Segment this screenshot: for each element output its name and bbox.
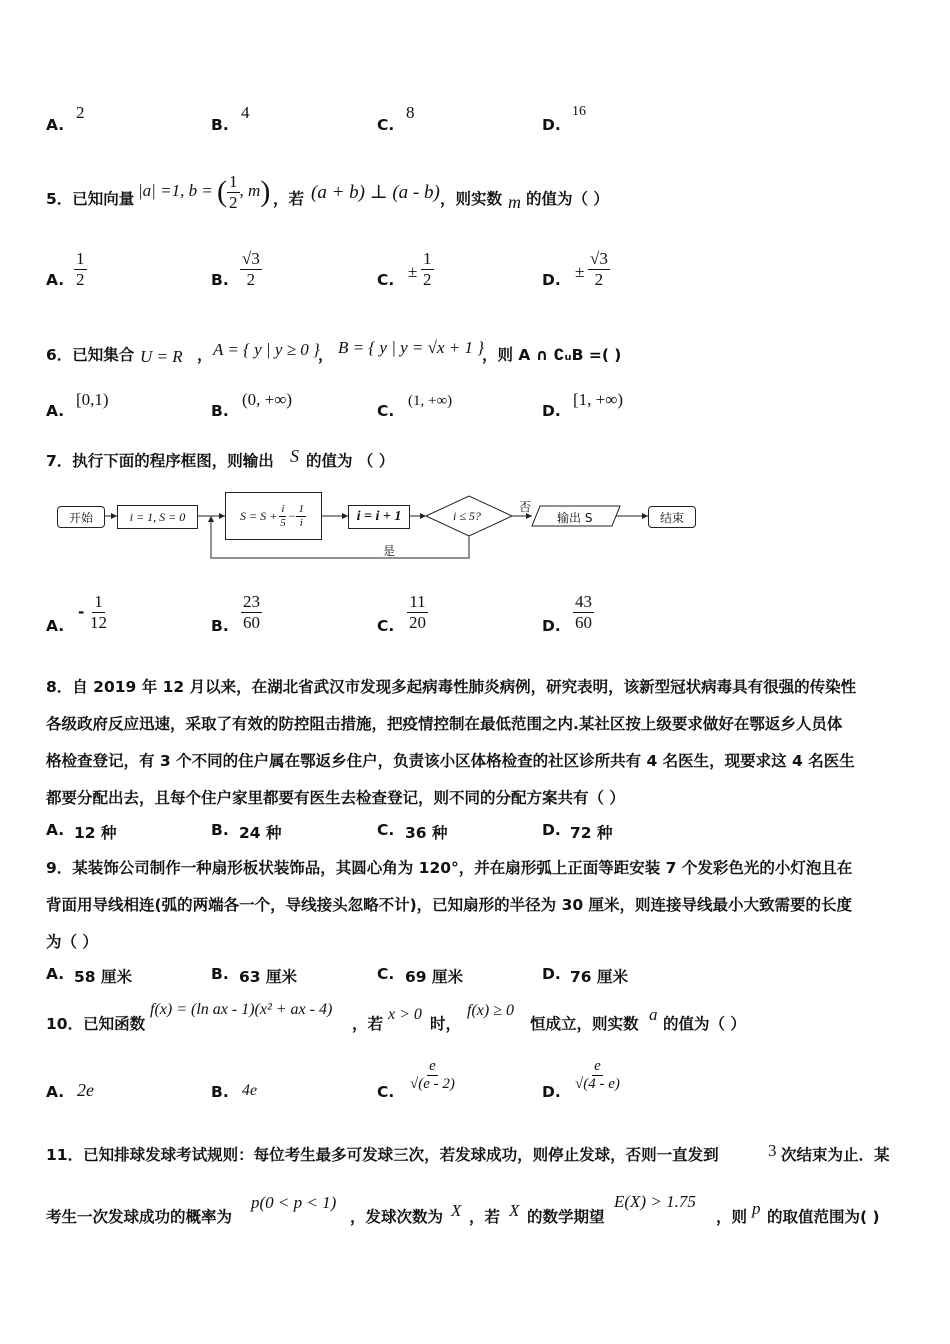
q6-suffix: ，则 A ∩ ∁ᵤB =( ) [482, 346, 622, 364]
flow-increment: i = i + 1 [348, 505, 410, 529]
q8-option-c-value: 36 种 [405, 824, 448, 842]
q10-option-a-value: 2e [77, 1080, 94, 1100]
q10-option-a-label: A. [46, 1083, 65, 1101]
q8-option-d-value: 72 种 [570, 824, 613, 842]
q5-b-num: √3 [242, 249, 260, 268]
q5-c-den: 2 [423, 269, 432, 289]
q8-option-d-label: D. [542, 821, 561, 839]
q10-d-den: √(4 - e) [575, 1076, 620, 1093]
flow-end: 结束 [648, 506, 696, 528]
q7-option-d-value [573, 592, 594, 632]
q5-vector-condition: |a| =1, b = ( $\frac{1}{2}$ , m) [138, 172, 271, 212]
flow-start: 开始 [57, 506, 105, 528]
q10-option-c-label: C. [377, 1083, 395, 1101]
q10-suffix: 的值为（ ） [663, 1015, 746, 1033]
q5-d-den: 2 [594, 269, 604, 289]
q7-option-b-label: B. [211, 617, 229, 635]
q8-option-b-label: B. [211, 821, 229, 839]
q6-option-b-value: (0, +∞) [242, 390, 293, 409]
q6-option-a-value: [0,1) [76, 390, 109, 409]
q5-c-num: 1 [423, 249, 432, 268]
q7-suffix: 的值为 （ ） [306, 452, 395, 470]
q7-option-a-value [88, 592, 109, 632]
q7-option-c-value [407, 592, 428, 632]
flow-update-s [225, 492, 322, 540]
q9-option-d-value: 76 厘米 [570, 968, 628, 986]
q7-d-den: 60 [575, 612, 592, 632]
flow-output: 输出 S [557, 511, 593, 525]
q4-option-a-value: 2 [76, 103, 85, 122]
q10-option-d-label: D. [542, 1083, 561, 1101]
q5-d-sign: ± [575, 262, 585, 281]
q11-x1: X [451, 1201, 462, 1220]
q5-option-c-label: C. [377, 271, 395, 289]
q8-option-c-label: C. [377, 821, 395, 839]
q8-line1: 8．自 2019 年 12 月以来，在湖北省武汉市发现多起病毒性肺炎病例，研究表明，该新型冠状病毒具有很强的传染性 [46, 678, 857, 696]
q6-option-d-value: [1, +∞) [573, 390, 624, 409]
q5-frac-tail: , m [239, 180, 261, 200]
q5-option-b-label: B. [211, 271, 229, 289]
q9-option-b-value: 63 厘米 [239, 968, 297, 986]
q5-frac-num: 1 [229, 172, 238, 191]
q6-set-a: A = { y | y ≥ 0 } [213, 340, 320, 359]
q10-option-d-value [573, 1058, 622, 1094]
q6-prefix: 6．已知集合 [46, 346, 135, 364]
q9-option-c-value: 69 厘米 [405, 968, 463, 986]
q9-option-a-value: 58 厘米 [74, 968, 132, 986]
flow-update-s-text: S = S + [240, 508, 278, 523]
q8-option-a-value: 12 种 [74, 824, 117, 842]
q5-suffix2: 的值为（ ） [526, 190, 609, 208]
q4-option-b-value: 4 [241, 103, 250, 122]
q7-option-a-label: A. [46, 617, 65, 635]
q11-p-var: p [752, 1199, 761, 1218]
q4-option-d-label: D. [542, 116, 561, 134]
q10-var-a: a [649, 1005, 658, 1024]
q7-d-num: 43 [575, 592, 592, 611]
q7-a-sign: - [78, 603, 85, 621]
q5-frac-den: 2 [229, 192, 238, 212]
flow-f2-num: 1 [298, 502, 304, 515]
q4-option-c-label: C. [377, 116, 395, 134]
q6-option-b-label: B. [211, 402, 229, 420]
q11-line1: 11．已知排球发球考试规则：每位考生最多可发球三次，若发球成功，则停止发球，否则一直发到 [46, 1146, 719, 1164]
q9-option-d-label: D. [542, 965, 561, 983]
q5-c-sign: ± [408, 262, 418, 281]
q7-option-d-label: D. [542, 617, 561, 635]
q8-option-a-label: A. [46, 821, 65, 839]
q11-p2c: ，若 [469, 1208, 501, 1226]
q5-a-num: 1 [76, 249, 85, 268]
q5-cond-a: |a| =1, b = [138, 180, 213, 200]
q9-option-b-label: B. [211, 965, 229, 983]
q5-d-num: √3 [590, 249, 608, 268]
q4-option-b-label: B. [211, 116, 229, 134]
q7-b-num: 23 [243, 592, 260, 611]
q6-option-a-label: A. [46, 402, 65, 420]
q7-b-den: 60 [243, 612, 260, 632]
q11-p2b: ，发球次数为 [350, 1208, 444, 1226]
q9-line2: 背面用导线相连(弧的两端各一个，导线接头忽略不计)，已知扇形的半径为 30 厘米，则连接导线最小大致需要的长度 [46, 896, 853, 914]
flow-f1-num: i [281, 502, 285, 515]
q7-var-s: S [290, 446, 299, 466]
q11-p2d: 的数学期望 [527, 1208, 605, 1226]
q6-option-c-label: C. [377, 402, 395, 420]
q7-c-num: 11 [409, 592, 426, 611]
flow-init: i = 1, S = 0 [117, 505, 198, 529]
q10-option-c-value [408, 1058, 457, 1094]
flow-f2-den: i [299, 516, 303, 529]
q8-line3: 格检查登记，有 3 个不同的住户属在鄂返乡住户，负责该小区体格检查的社区诊所共有 4 名医生，现要求这 4 名医生 [46, 752, 855, 770]
q10-condition: x > 0 [388, 1006, 422, 1023]
q9-line3: 为（ ） [46, 933, 98, 951]
flow-f1-den: 5 [280, 516, 286, 529]
q10-option-b-value: 4e [242, 1082, 258, 1099]
q8-line4: 都要分配出去，且每个住户家里都要有医生去检查登记，则不同的分配方案共有（ ） [46, 789, 625, 807]
q5-var-m: m [508, 192, 521, 212]
q7-a-den: 12 [90, 612, 107, 632]
q11-p2f: 的取值范围为( ) [767, 1208, 880, 1226]
flow-condition: i ≤ 5? [453, 509, 481, 523]
q5-perp-condition: (a + b) ⊥ (a - b) [311, 182, 440, 203]
q8-option-b-value: 24 种 [239, 824, 282, 842]
q7-a-num: 1 [94, 592, 103, 611]
q6-universal-set: U = R [140, 347, 183, 366]
flow-yes-label: 是 [383, 544, 396, 558]
q5-b-den: 2 [246, 269, 256, 289]
q11-expectation: E(X) > 1.75 [614, 1192, 696, 1211]
q7-c-den: 20 [409, 612, 426, 632]
q10-mid2: 时， [430, 1015, 462, 1033]
q5-option-d-label: D. [542, 271, 561, 289]
flow-no-label: 否 [519, 500, 532, 514]
q10-c-den: √(e - 2) [410, 1076, 455, 1093]
q10-function: f(x) = (ln ax - 1)(x² + ax - 4) [150, 1001, 333, 1018]
q7-option-b-value [241, 592, 262, 632]
q4-option-c-value: 8 [406, 103, 415, 122]
flow-minus: − [288, 508, 296, 523]
q6-sep1: ， [197, 346, 213, 364]
q4-option-d-value: 16 [572, 104, 586, 119]
q11-p2a: 考生一次发球成功的概率为 [46, 1208, 233, 1226]
q9-line1: 9．某装饰公司制作一种扇形板状装饰品，其圆心角为 120°，并在扇形弧上正面等距安装 7 个发彩色光的小灯泡且在 [46, 859, 853, 877]
q5-mid: ，若 [273, 190, 305, 208]
q5-option-a-label: A. [46, 271, 65, 289]
q9-option-a-label: A. [46, 965, 65, 983]
q5-suffix1: ，则实数 [440, 190, 503, 208]
q11-three: 3 [768, 1141, 777, 1160]
q9-option-c-label: C. [377, 965, 395, 983]
q10-prefix: 10．已知函数 [46, 1015, 146, 1033]
q10-c-num: e [427, 1058, 438, 1076]
q11-p2e: ，则 [716, 1208, 748, 1226]
q8-line2: 各级政府反应迅速，采取了有效的防控阻击措施，把疫情控制在最低范围之内.某社区按上级要求做好在鄂返乡人员体 [46, 715, 843, 733]
q11-x2: X [509, 1201, 520, 1220]
q6-option-d-label: D. [542, 402, 561, 420]
q4-option-a-label: A. [46, 116, 65, 134]
q5-prefix: 5．已知向量 [46, 190, 135, 208]
q11-prob: p(0 < p < 1) [251, 1193, 337, 1212]
q10-option-b-label: B. [211, 1083, 229, 1101]
q10-mid3: 恒成立，则实数 [530, 1015, 639, 1033]
q11-line1b: 次结束为止．某 [781, 1146, 890, 1164]
q6-set-b: B = { y | y = √x + 1 } [338, 338, 485, 357]
q7-option-c-label: C. [377, 617, 395, 635]
q10-d-num: e [592, 1058, 603, 1076]
q6-sep2: ， [318, 346, 334, 364]
q5-a-den: 2 [76, 269, 85, 289]
q10-mid1: ，若 [352, 1015, 384, 1033]
q6-option-c-value: (1, +∞) [408, 393, 453, 409]
q10-inequality: f(x) ≥ 0 [467, 1002, 514, 1019]
q7-prefix: 7．执行下面的程序框图，则输出 [46, 452, 274, 470]
